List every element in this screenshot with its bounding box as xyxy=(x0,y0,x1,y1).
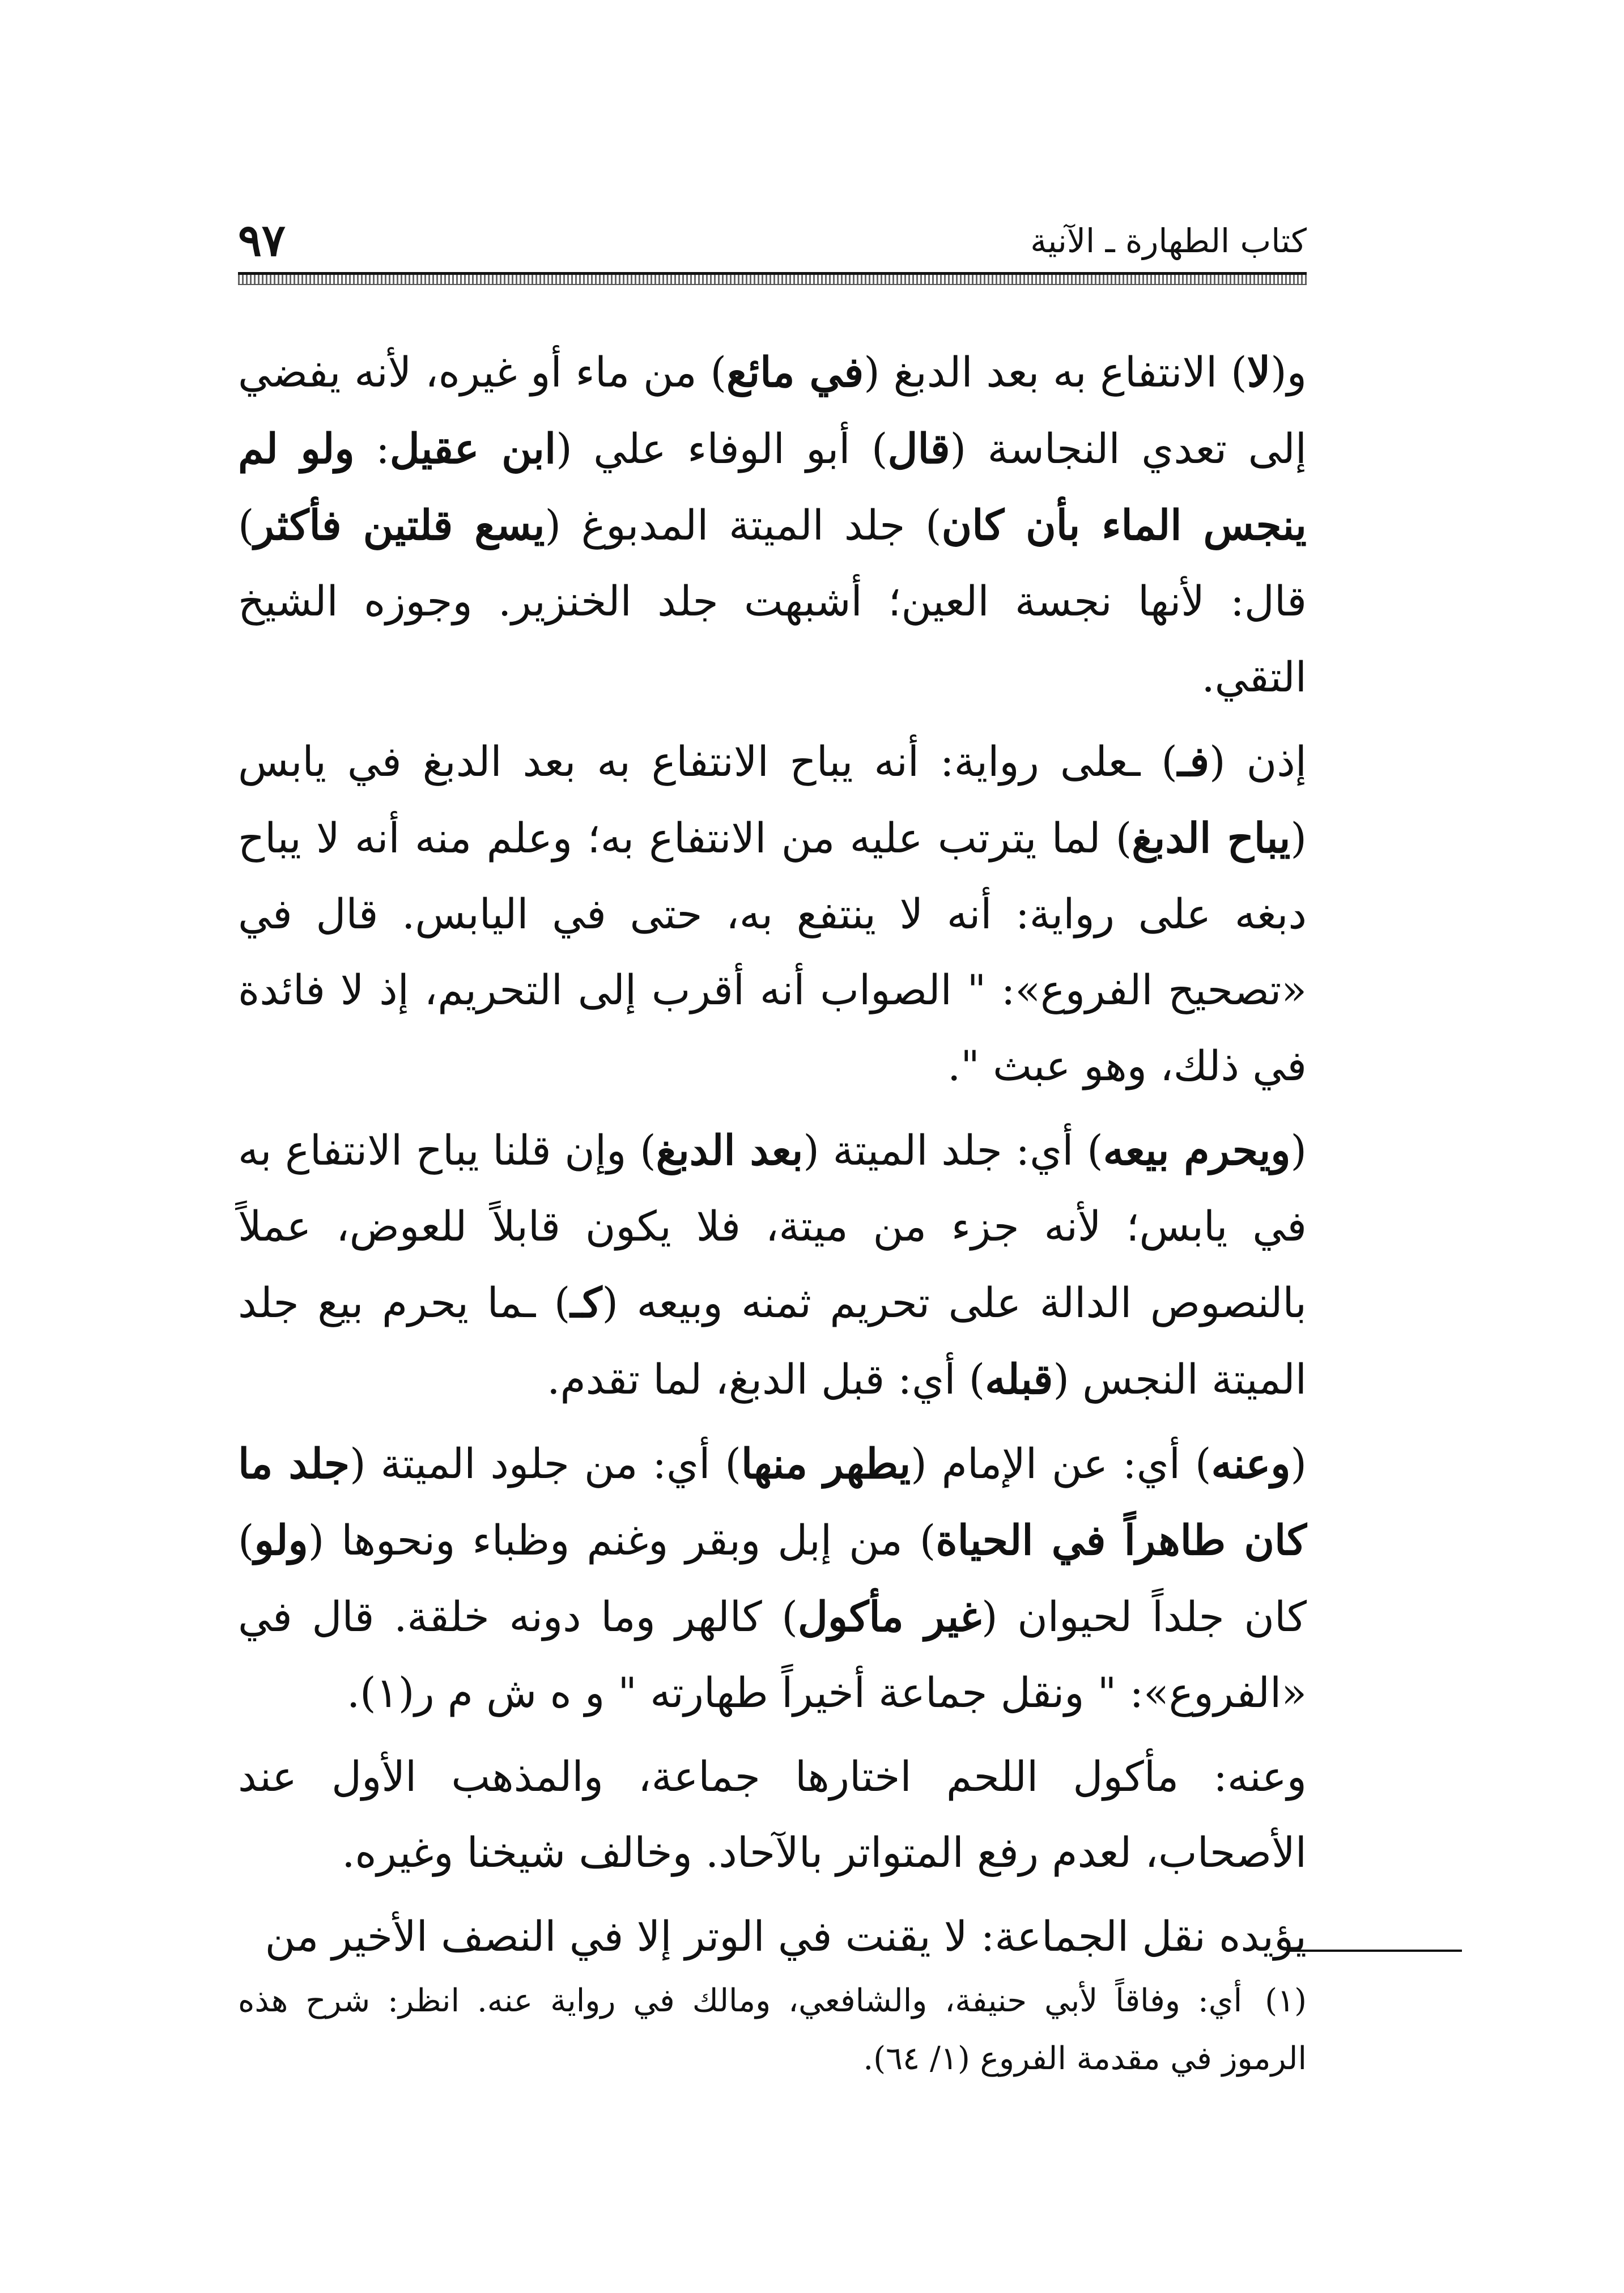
paragraph xyxy=(238,1112,1307,1418)
bold-matn-text: ويحرم بيعه xyxy=(1103,1126,1291,1175)
commentary-text: ) كالهر وما دونه خلقة. قال في «الفروع»: " ونقل جماعة أخيراً طهارته " و ه ش م ر(١). xyxy=(238,1593,1307,1717)
commentary-text: ( xyxy=(1290,1440,1307,1488)
commentary-text: يؤيده نقل الجماعة: لا يقنت في الوتر إلا في النصف الأخير من xyxy=(265,1913,1307,1961)
paragraph xyxy=(238,1899,1307,1975)
bold-matn-text: جلد ما كان طاهراً في الحياة xyxy=(238,1440,1307,1565)
commentary-text: ) أي: جلد الميتة ( xyxy=(803,1127,1103,1175)
commentary-text: ) لما يترتب عليه من الانتفاع به؛ وعلم منه أنه لا يباح دبغه على رواية: أنه لا ينتفع به، حتى في اليابس. قال في «تصحيح الفروع»: " الصواب أنه أقرب إلى التحريم، إذ لا فائدة في ذلك، وهو عبث ". xyxy=(238,814,1307,1090)
bold-matn-text: يطهر منها xyxy=(741,1440,911,1488)
commentary-text: ) وإن قلنا يباح الانتفاع به في يابس؛ لأنه جزء من ميتة، فلا يكون قابلاً للعوض، عملاً بالنصوص الدالة على تحريم ثمنه وبيعه ( xyxy=(238,1127,1307,1327)
commentary-text: ) أبو الوفاء علي ( xyxy=(556,425,888,473)
bold-matn-text: يباح الدبغ xyxy=(1132,814,1291,863)
bold-matn-text: وعنه xyxy=(1211,1440,1291,1488)
commentary-text: ) ـعلى رواية: أنه يباح الانتفاع به بعد الدبغ في يابس ( xyxy=(238,738,1307,863)
commentary-text: ) كان جلداً لحيوان ( xyxy=(238,1517,1307,1641)
bold-matn-text: كـ xyxy=(570,1279,602,1327)
paragraph xyxy=(238,1426,1307,1731)
page-header xyxy=(238,215,1307,266)
bold-matn-text: بعد الدبغ xyxy=(656,1126,804,1175)
footnote-separator xyxy=(1286,1950,1462,1952)
commentary-text: ) الانتفاع به بعد الدبغ ( xyxy=(864,349,1247,397)
commentary-text: ) من ماء أو غيره، لأنه يفضي إلى تعدي النجاسة ( xyxy=(238,349,1307,473)
body-text xyxy=(238,334,1307,1975)
paragraph xyxy=(238,724,1307,1105)
commentary-text: و( xyxy=(1270,349,1307,397)
page-number: ٩٧ xyxy=(238,215,286,266)
bold-matn-text: في مائع xyxy=(726,348,864,397)
commentary-text: ) من إبل وبقر وغنم وظباء ونحوها ( xyxy=(308,1517,936,1565)
bold-matn-text: فـ xyxy=(1177,737,1210,786)
commentary-text: : xyxy=(354,425,390,473)
bold-matn-text: ولو لم ينجس الماء بأن كان xyxy=(238,424,1307,550)
bold-matn-text: قال xyxy=(887,424,950,473)
running-title: كتاب الطهارة ـ الآنية xyxy=(1030,222,1307,260)
commentary-text: ( xyxy=(1290,1127,1307,1175)
paragraph xyxy=(238,334,1307,716)
header-rule xyxy=(238,272,1307,285)
bold-matn-text: لا xyxy=(1247,348,1271,397)
footnote-marker: (١) xyxy=(1265,1982,1307,2019)
bold-matn-text: غير مأكول xyxy=(797,1593,982,1641)
commentary-text: إذن ( xyxy=(1209,738,1307,786)
bold-matn-text: ابن عقيل xyxy=(389,424,556,473)
bold-matn-text: قبله xyxy=(985,1355,1053,1404)
bold-matn-text: ولو xyxy=(254,1516,308,1565)
commentary-text: ) جلد الميتة المدبوغ ( xyxy=(545,502,942,550)
commentary-text: ) ـما يحرم بيع جلد الميتة النجس ( xyxy=(238,1279,1307,1404)
bold-matn-text: يسع قلتين فأكثر xyxy=(254,501,545,550)
commentary-text: ) قال: لأنها نجسة العين؛ أشبهت جلد الخنزير. وجوزه الشيخ التقي. xyxy=(238,502,1307,702)
footnote-text: أي: وفاقاً لأبي حنيفة، والشافعي، ومالك في رواية عنه. انظر: شرح هذه الرموز في مقدمة الفروع (١/ ٦٤). xyxy=(238,1982,1307,2077)
paragraph xyxy=(238,1739,1307,1891)
commentary-text: ) أي: قبل الدبغ، لما تقدم. xyxy=(547,1356,985,1404)
commentary-text: وعنه: مأكول اللحم اختارها جماعة، والمذهب الأول عند الأصحاب، لعدم رفع المتواتر بالآحاد. وخالف شيخنا وغيره. xyxy=(238,1753,1307,1877)
commentary-text: ) أي: من جلود الميتة ( xyxy=(350,1440,741,1488)
footnote xyxy=(238,1972,1307,2088)
commentary-text: ) أي: عن الإمام ( xyxy=(911,1440,1211,1488)
